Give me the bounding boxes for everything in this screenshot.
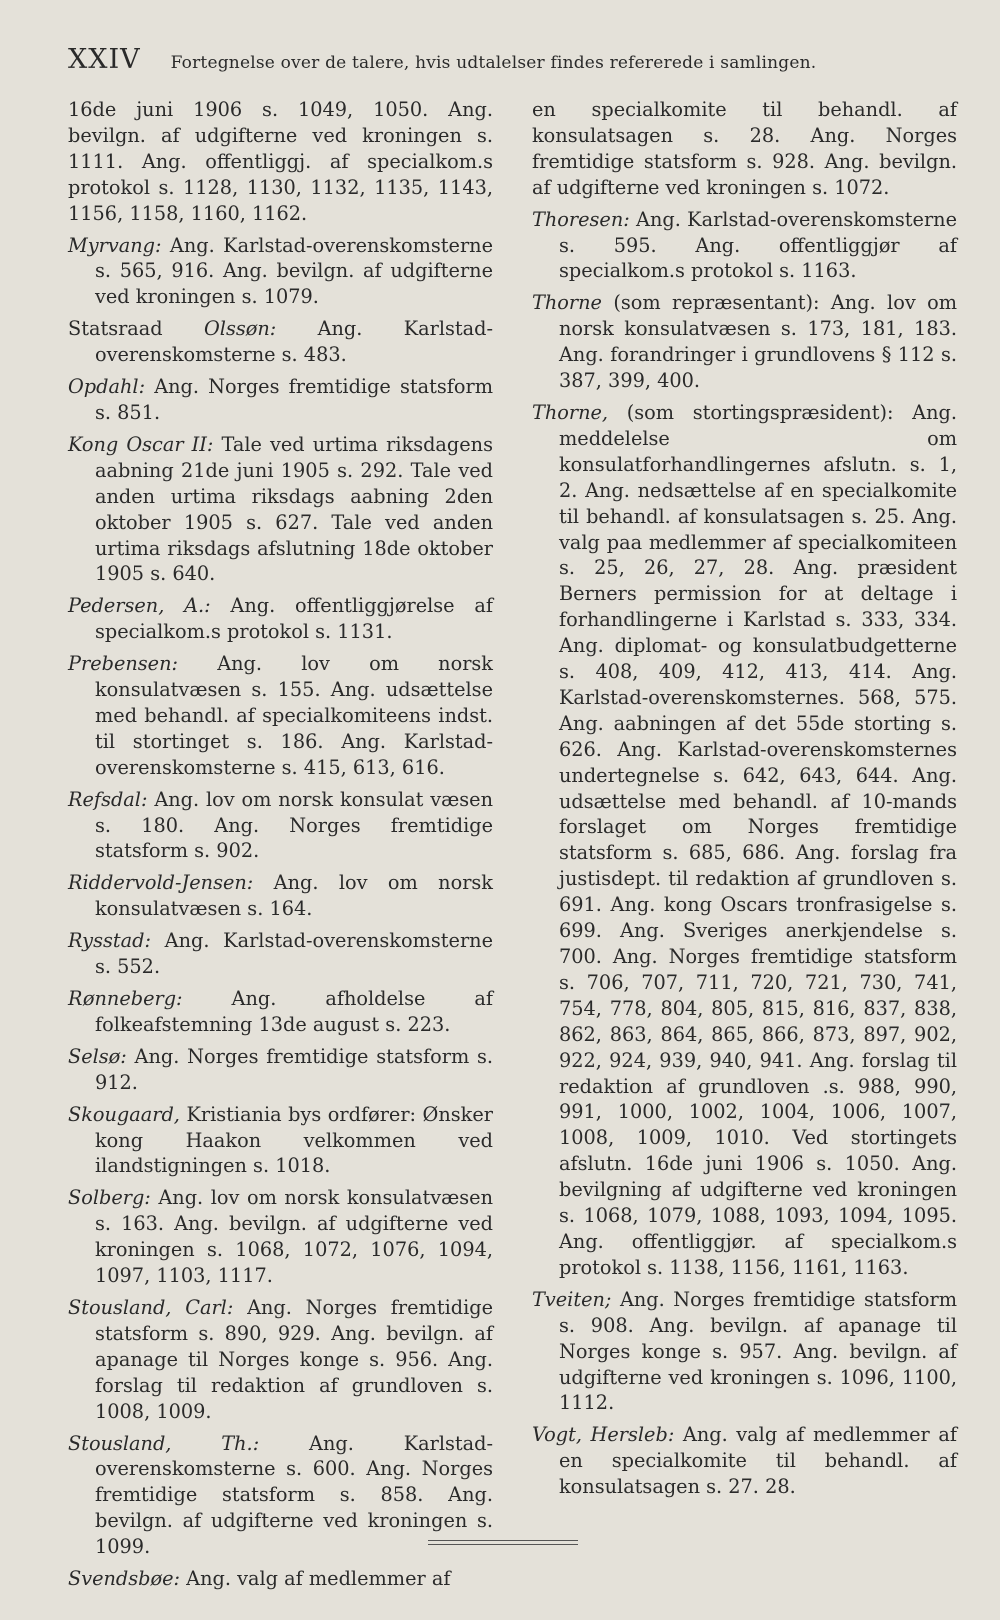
entry-text: Ang. Karlstad-overenskomsterne s. 483. <box>95 317 493 367</box>
entry-text: Ang. offentliggjørelse af specialkom.s protokol s. 1131. <box>95 594 493 644</box>
index-entry <box>68 787 493 865</box>
index-entry <box>68 986 493 1038</box>
index-entry <box>68 233 493 311</box>
index-entry <box>68 97 493 227</box>
entry-text: Kristiania bys ordfører: Ønsker kong Haakon velkommen ved ilandstigningen s. 1018. <box>95 1102 493 1178</box>
index-entry <box>68 1102 493 1180</box>
index-entry <box>68 374 493 426</box>
speaker-name: Tveiten; <box>532 1287 612 1311</box>
entry-text: Ang. Norges fremtidige statsform s. 890, 929. Ang. bevilgn. af apanage til Norges konge s. 956. Ang. forslag til redaktion af grundloven s. 1008, 1009. <box>95 1295 493 1423</box>
index-entry <box>68 1185 493 1289</box>
index-entry <box>68 593 493 645</box>
speaker-name: Solberg: <box>68 1186 151 1210</box>
speaker-name: Svendsbøe: <box>68 1567 181 1591</box>
speaker-name: Olssøn: <box>203 317 277 341</box>
speaker-name: Vogt, Hersleb: <box>532 1423 675 1447</box>
entry-text: en specialkomite til behandl. af konsulatsagen s. 28. Ang. Norges fremtidige statsform s. 928. Ang. bevilgn. af udgifterne ved kroningen s. 1072. <box>532 98 957 199</box>
index-entry <box>532 97 957 201</box>
entry-text: Ang. Norges fremtidige statsform s. 912. <box>95 1044 493 1094</box>
page-header <box>68 44 948 75</box>
entry-text: Ang. Karlstad-overenskomsterne s. 552. <box>95 929 493 979</box>
index-entry <box>68 1566 493 1592</box>
speaker-name: Thoresen: <box>532 207 630 231</box>
index-entry <box>532 207 957 285</box>
entry-text: (som stortingspræsident): Ang. meddelelse om konsulatforhandlingernes afslutn. s. 1, 2. Ang. nedsættelse af en specialkomite til behandl. af konsulatsagen s. 25. Ang. valg paa medlemmer af specialkomiteen s. 25, 26, 27, 28. Ang. præsident Berners permission for at deltage i forhandlingerne i Karlstad s. 333, 334. Ang. diplomat- og konsulatbudgetterne s. 408, 409, 412, 413, 414. Ang. Karlstad-overenskomsternes. 568, 575. Ang. aabningen af det 55de storting s. 626. Ang. Karlstad-overenskomsternes undertegnelse s. 642, 643, 644. Ang. udsættelse med behandl. af 10-mands forslaget om Norges fremtidige statsform s. 685, 686. Ang. forslag fra justisdept. til redaktion af grundloven s. 691. Ang. kong Oscars tronfrasigelse s. 699. Ang. Sveriges anerkjendelse s. 700. Ang. Norges fremtidige statsform s. 706, 707, 711, 720, 721, 730, 741, 754, 778, 804, 805, 815, 816, 837, 838, 862, 863, 864, 865, 866, 873, 897, 902, 922, 924, 939, 940, 941. Ang. forslag til redaktion af grundloven .s. 988, 990, 991, 1000, 1002, 1004, 1006, 1007, 1008, 1009, 1010. Ved stortingets afslutn. 16de juni 1906 s. 1050. Ang. bevilgning af udgifterne ved kroningen s. 1068, 1079, 1088, 1093, 1094, 1095. Ang. offentliggjør. af specialkom.s protokol s. 1138, 1156, 1161, 1163. <box>559 400 957 1279</box>
speaker-name: Rønneberg: <box>68 987 183 1010</box>
speaker-name: Pedersen, A.: <box>68 594 211 618</box>
entry-text: Ang. Karlstad-overenskomsterne s. 600. Ang. Norges fremtidige statsform s. 858. Ang. bevilgn. af udgifterne ved kroningen s. 1099. <box>95 1431 493 1559</box>
speaker-name: Stousland, Carl: <box>68 1295 234 1319</box>
running-title: Fortegnelse over de talere, hvis udtalelser findes refererede i samlingen. <box>170 53 817 73</box>
entry-text: Ang. lov om norsk konsulat væsen s. 180. Ang. Norges fremtidige statsform s. 902. <box>95 787 493 863</box>
speaker-name: Refsdal: <box>68 787 148 811</box>
index-entry <box>532 1422 957 1500</box>
entry-text: Ang. Karlstad-overenskomsterne s. 565, 916. Ang. bevilgn. af udgifterne ved kroningen s. 1079. <box>95 233 493 309</box>
speaker-name: Thorne <box>532 291 602 315</box>
left-column <box>68 97 493 1598</box>
speaker-name: Riddervold-Jensen: <box>68 871 254 895</box>
entry-text: (som repræsentant): Ang. lov om norsk konsulatvæsen s. 173, 181, 183. Ang. forandringer i grundlovens § 112 s. 387, 399, 400. <box>559 291 957 393</box>
speaker-name: Thorne, <box>532 400 609 424</box>
index-entry <box>68 1044 493 1096</box>
entry-text: Ang. afholdelse af folkeafstemning 13de august s. 223. <box>95 987 493 1036</box>
entry-text: Ang. lov om norsk konsulatvæsen s. 155. Ang. udsættelse med behandl. af specialkomiteens indst. til stortinget s. 186. Ang. Karlstad-overenskomsterne s. 415, 613, 616. <box>95 652 493 779</box>
speaker-name: Skougaard, <box>68 1102 180 1126</box>
entry-text: Ang. Norges fremtidige statsform s. 908. Ang. bevilgn. af apanage til Norges konge s. 957. Ang. bevilgn. af udgifterne ved kroningen s. 1096, 1100, 1112. <box>559 1287 957 1415</box>
index-entry <box>68 316 493 368</box>
speaker-name: Prebensen: <box>68 652 178 676</box>
entry-text: Ang. Norges fremtidige statsform s. 851. <box>95 375 493 424</box>
page-number: XXIV <box>68 44 141 75</box>
index-entry <box>68 432 493 587</box>
index-entry <box>68 928 493 980</box>
entry-text: 16de juni 1906 s. 1049, 1050. Ang. bevilgn. af udgifterne ved kroningen s. 1111. Ang. offentliggj. af specialkom.s protokol s. 1128, 1130, 1132, 1135, 1143, 1156, 1158, 1160, 1162. <box>68 98 493 225</box>
index-entry <box>532 290 957 394</box>
entry-text: Ang. Karlstad-overenskomsterne s. 595. Ang. offentliggjør af specialkom.s protokol s. 1163. <box>559 207 957 283</box>
entry-text: Ang. valg af medlemmer af en specialkomite til behandl. af konsulatsagen s. 27. 28. <box>559 1423 957 1499</box>
entry-prefix: Statsraad <box>68 317 204 341</box>
entry-text: Tale ved urtima riksdagens aabning 21de juni 1905 s. 292. Tale ved anden urtima riksdags aabning 2den oktober 1905 s. 627. Tale ved anden urtima riksdags afslutning 18de oktober 1905 s. 640. <box>95 432 493 586</box>
speaker-name: Rysstad: <box>68 929 151 953</box>
index-entry <box>532 1287 957 1417</box>
speaker-name: Myrvang: <box>68 233 162 257</box>
speaker-name: Kong Oscar II: <box>68 432 214 456</box>
index-entry <box>68 870 493 922</box>
speaker-name: Opdahl: <box>68 375 146 399</box>
index-entry <box>68 651 493 781</box>
index-entry <box>532 400 957 1281</box>
index-entry <box>68 1295 493 1425</box>
entry-text: Ang. lov om norsk konsulatvæsen s. 164. <box>95 871 493 921</box>
bottom-divider <box>428 1540 578 1545</box>
entry-text: Ang. valg af medlemmer af <box>180 1567 451 1591</box>
speaker-name: Selsø: <box>68 1044 127 1068</box>
right-column <box>532 97 957 1506</box>
entry-text: Ang. lov om norsk konsulatvæsen s. 163. Ang. bevilgn. af udgifterne ved kroningen s. 1068, 1072, 1076, 1094, 1097, 1103, 1117. <box>95 1186 493 1288</box>
speaker-name: Stousland, Th.: <box>68 1431 260 1455</box>
